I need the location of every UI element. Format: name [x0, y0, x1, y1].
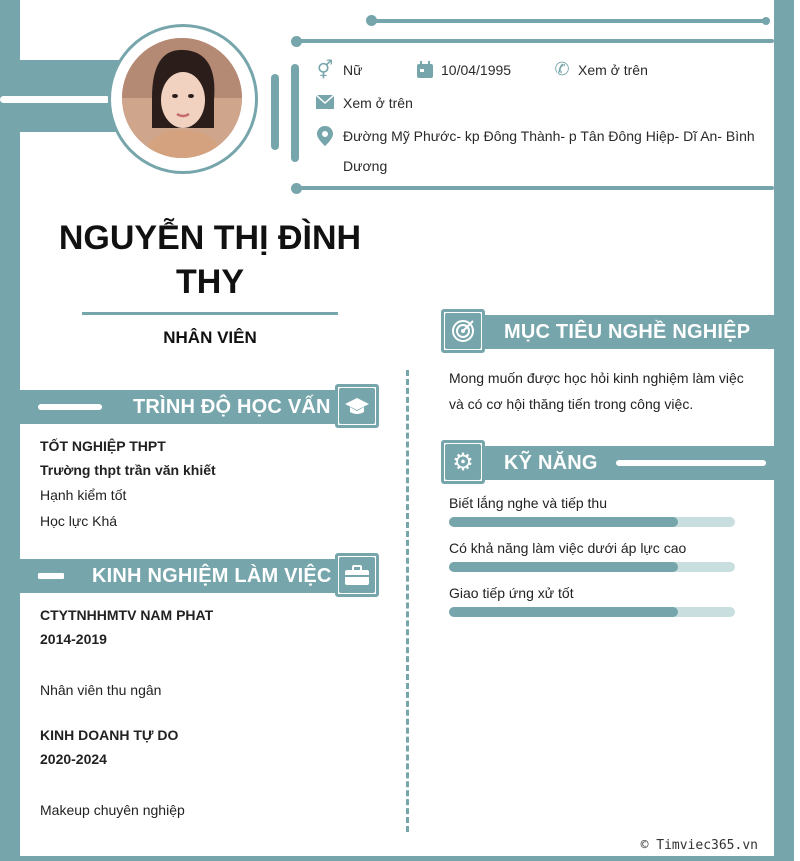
skills-icon-box — [441, 440, 485, 484]
education-school: Trường thpt trần văn khiết — [40, 462, 216, 478]
gender-icon: ⚥ — [316, 60, 334, 80]
name-underline — [82, 312, 338, 315]
line-dot — [366, 15, 377, 26]
education-conduct: Hạnh kiểm tốt — [40, 487, 127, 503]
gender-text: Nữ — [343, 62, 363, 78]
avatar-photo — [122, 38, 242, 158]
header-band-line — [0, 96, 110, 103]
skill-label: Giao tiếp ứng xử tốt — [449, 585, 574, 601]
gear-icon: ⚙ — [445, 444, 481, 480]
briefcase-icon — [339, 557, 375, 593]
target-icon — [445, 313, 481, 349]
mail-icon — [315, 94, 335, 112]
education-icon-box — [335, 384, 379, 428]
job-company: CTYTNHHMTV NAM PHAT — [40, 607, 214, 623]
skill-label: Biết lắng nghe và tiếp thu — [449, 495, 608, 511]
education-header-line — [38, 404, 102, 410]
experience-icon-box — [335, 553, 379, 597]
candidate-name — [40, 216, 380, 304]
header-info-top-line — [296, 39, 774, 43]
avatar — [122, 38, 242, 158]
job-title: NHÂN VIÊN — [163, 328, 257, 347]
phone-text: Xem ở trên — [578, 62, 648, 78]
header-vertical-bar — [291, 64, 299, 162]
column-divider — [406, 370, 409, 832]
line-dot — [762, 17, 770, 25]
experience-header-line — [38, 573, 64, 579]
header-vertical-bar — [271, 74, 279, 150]
skills-header-line — [616, 460, 766, 466]
job-period: 2014-2019 — [40, 631, 107, 647]
address-line-2: Dương — [343, 158, 388, 174]
skill-bar-fill — [449, 517, 678, 527]
frame-bottom-border — [0, 856, 794, 861]
objective-line-1: Mong muốn được học hỏi kinh nghiệm làm việc — [449, 370, 744, 386]
line-dot — [291, 183, 302, 194]
objective-icon-box — [441, 309, 485, 353]
skill-label: Có khả năng làm việc dưới áp lực cao — [449, 540, 687, 556]
experience-title: KINH NGHIỆM LÀM VIỆC — [92, 565, 332, 587]
skill-bar-fill — [449, 607, 678, 617]
job-description: Nhân viên thu ngân — [40, 682, 162, 698]
header-top-line — [372, 19, 766, 23]
line-dot — [291, 36, 302, 47]
location-icon — [315, 126, 335, 149]
education-degree: TỐT NGHIỆP THPT — [40, 438, 166, 454]
birthday-text: 10/04/1995 — [441, 62, 512, 78]
name-line-1: NGUYỄN THỊ ĐÌNH — [58, 219, 362, 257]
skill-bar-fill — [449, 562, 678, 572]
job-period: 2020-2024 — [40, 751, 107, 767]
email-text: Xem ở trên — [343, 95, 413, 111]
skills-title: KỸ NĂNG — [504, 452, 598, 474]
phone-icon: ✆ — [554, 59, 570, 79]
name-line-2: THY — [176, 263, 244, 301]
footer-credit: © Timviec365.vn — [640, 838, 758, 853]
objective-line-2: và có cơ hội thăng tiến trong công việc. — [449, 396, 694, 412]
objective-title: MỤC TIÊU NGHỀ NGHIỆP — [504, 321, 751, 343]
education-title: TRÌNH ĐỘ HỌC VẤN — [133, 396, 331, 418]
education-grade: Học lực Khá — [40, 513, 118, 529]
header-info-bottom-line — [296, 186, 774, 190]
calendar-icon — [415, 61, 435, 82]
graduation-cap-icon — [339, 388, 375, 424]
frame-right-border — [774, 0, 794, 861]
job-company: KINH DOANH TỰ DO — [40, 727, 179, 743]
job-description: Makeup chuyên nghiệp — [40, 802, 185, 818]
address-line-1: Đường Mỹ Phước- kp Đông Thành- p Tân Đông Hiệp- Dĩ An- Bình — [343, 128, 755, 144]
